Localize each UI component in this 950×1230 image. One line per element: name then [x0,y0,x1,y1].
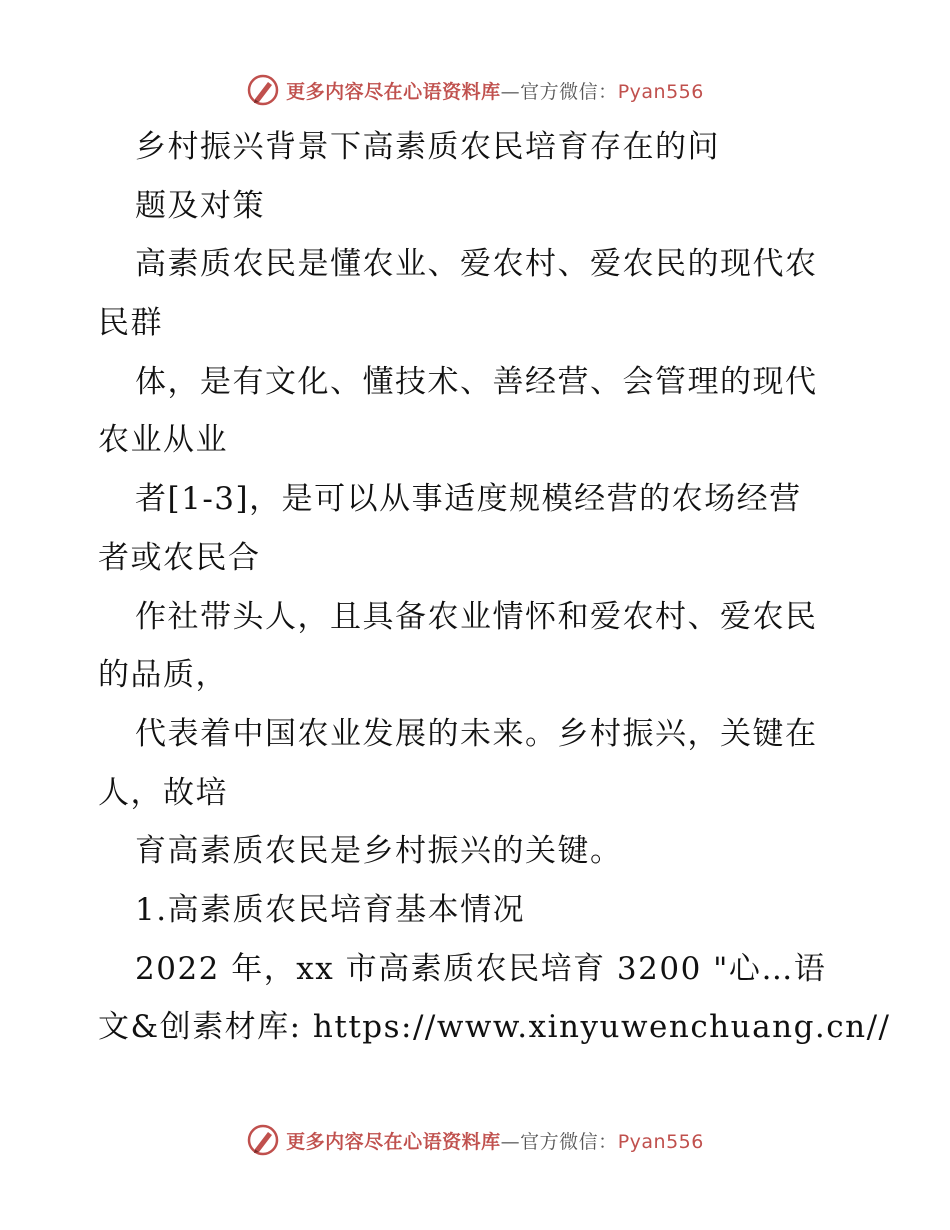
watermark-text [286,1127,704,1154]
text-line: 人，故培 [98,774,228,811]
text-line: 1.高素质农民培育基本情况 [135,891,526,928]
watermark-dash: — [500,1130,521,1153]
watermark-id: Pyan556 [617,1130,704,1153]
text-line: 的品质， [98,657,228,694]
text-line: 代表着中国农业发展的未来。乡村振兴，关键在 [135,715,818,752]
text-line: 者[1-3]，是可以从事适度规模经营的农场经营 [135,481,802,518]
watermark-main: 更多内容尽在心语资料库 [286,80,501,103]
text-line: 文&创素材库: https://www.xinyuwenchuang.cn// [98,1009,891,1046]
text-line: 2022 年，xx 市高素质农民培育 3200 "心…语 [135,950,827,987]
text-line: 体，是有文化、懂技术、善经营、会管理的现代 [135,363,818,400]
text-line: 育高素质农民是乡村振兴的关键。 [135,833,623,870]
pen-logo-icon [246,1123,280,1157]
watermark-banner-bottom [0,1120,950,1160]
pen-logo-icon [246,73,280,107]
document-body [98,118,891,1057]
watermark-id: Pyan556 [617,80,704,103]
text-line: 农业从业 [98,422,228,459]
text-line: 者或农民合 [98,539,261,576]
watermark-main: 更多内容尽在心语资料库 [286,1130,501,1153]
text-line: 民群 [98,305,163,342]
text-line: 乡村振兴背景下高素质农民培育存在的问 [135,129,720,165]
watermark-text [286,77,704,104]
text-line: 作社带头人，且具备农业情怀和爱农村、爱农民 [135,598,818,635]
text-line: 高素质农民是懂农业、爱农村、爱农民的现代农 [135,246,818,283]
watermark-label: 官方微信： [520,1130,618,1153]
watermark-label: 官方微信： [520,80,618,103]
watermark-banner-top [0,70,950,110]
watermark-dash: — [500,80,521,103]
text-line: 题及对策 [135,187,265,224]
